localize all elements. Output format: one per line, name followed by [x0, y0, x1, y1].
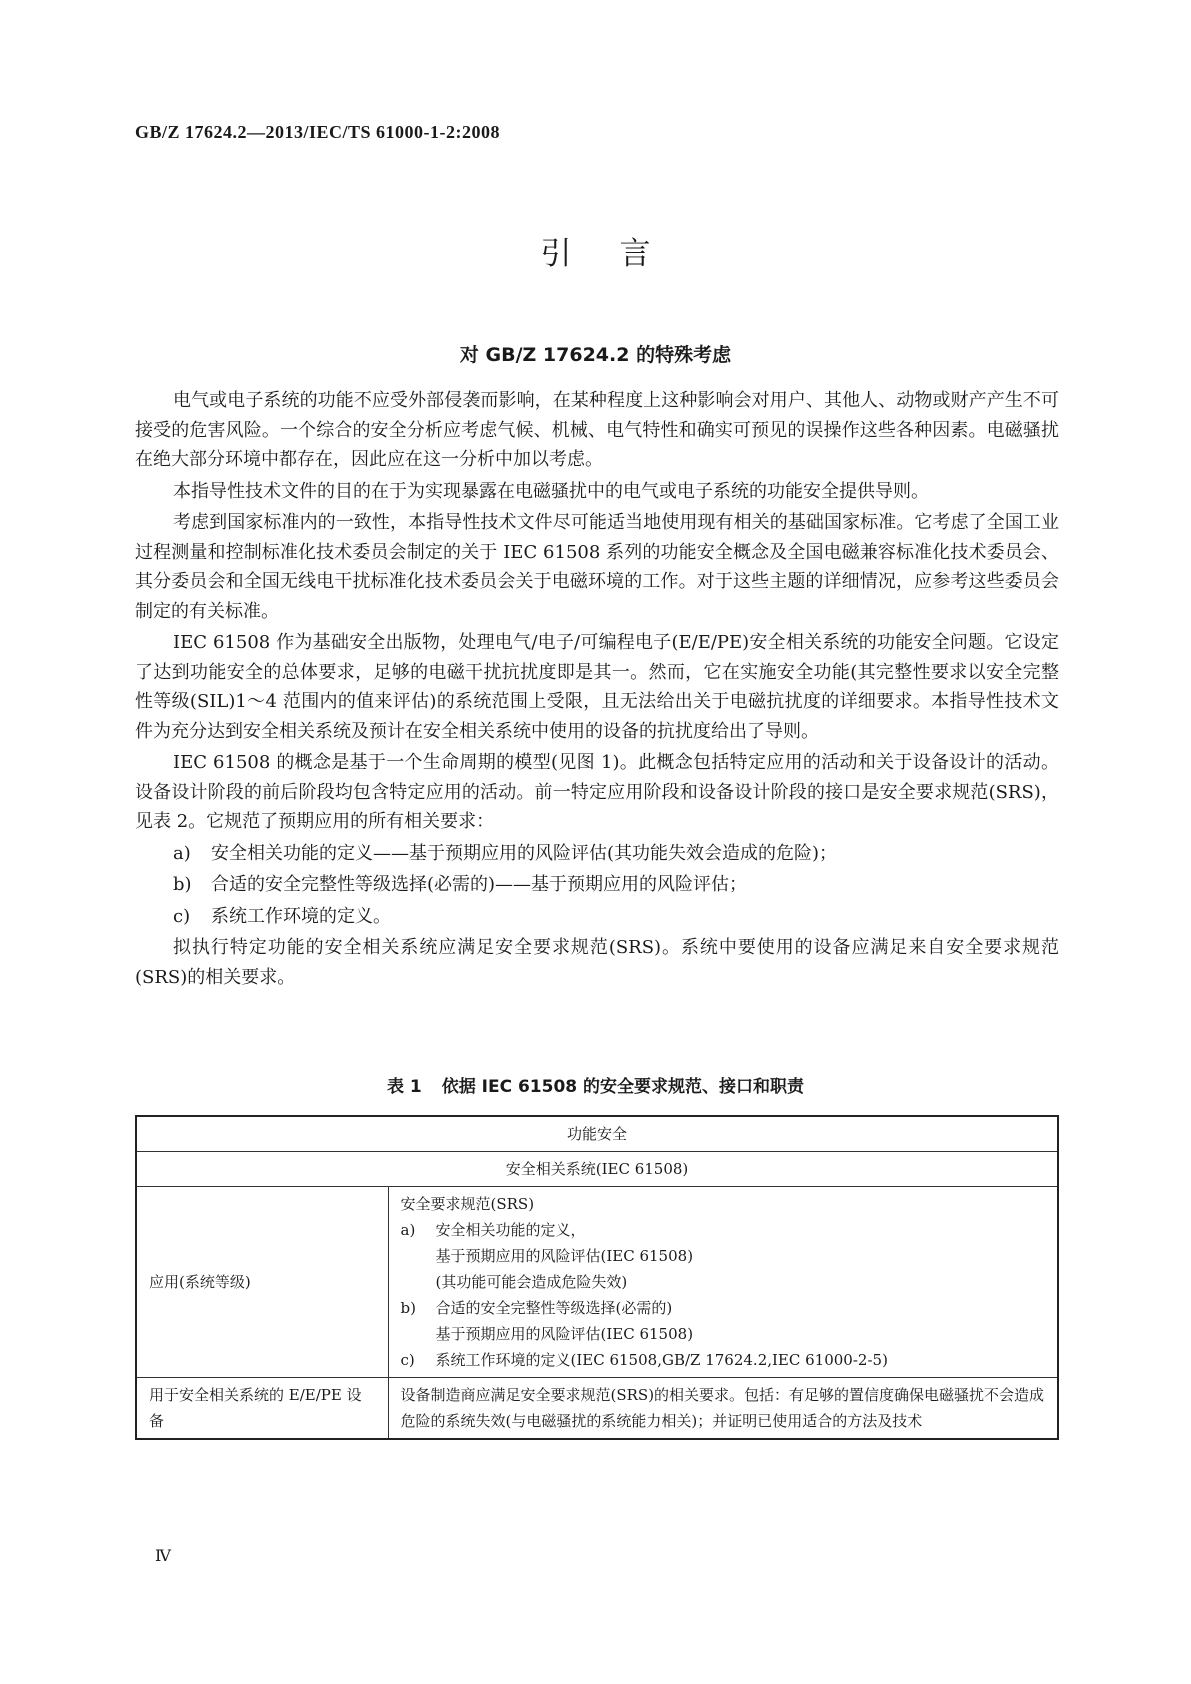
list-marker: b) — [173, 874, 192, 895]
paragraph: 拟执行特定功能的安全相关系统应满足安全要求规范(SRS)。系统中要使用的设备应满足来自安全要求规范(SRS)的相关要求。 — [135, 937, 1059, 988]
paragraph: 本指导性技术文件的目的在于为实现暴露在电磁骚扰中的电气或电子系统的功能安全提供导则。 — [173, 480, 929, 502]
srs-heading: 安全要求规范(SRS) — [400, 1195, 535, 1213]
table-row — [136, 1152, 1058, 1187]
table-row — [136, 1116, 1058, 1152]
srs-text: 安全相关功能的定义， — [435, 1221, 586, 1239]
list-item — [135, 870, 1059, 900]
paragraph: IEC 61508 的概念是基于一个生命周期的模型(见图 1)。此概念包括特定应用的活动和关于设备设计的活动。设备设计阶段的前后阶段均包含特定应用的活动。前一特定应用阶段和设备设计阶段的接口是安全要求规范(SRS)，见表 2。它规范了预期应用的所有相关要求： — [135, 752, 1059, 832]
list-text: 安全相关功能的定义——基于预期应用的风险评估(其功能失效会造成的危险)； — [211, 842, 838, 864]
paragraph: 电气或电子系统的功能不应受外部侵袭而影响，在某种程度上这种影响会对用户、其他人、动物或财产产生不可接受的危害风险。一个综合的安全分析应考虑气候、机械、电气特性和确实可预见的误操作这些各种因素。电磁骚扰在绝大部分环境中都存在，因此应在这一分析中加以考虑。 — [135, 390, 1059, 470]
section-subtitle: 对 GB/Z 17624.2 的特殊考虑 — [459, 344, 732, 366]
list-text: 系统工作环境的定义。 — [211, 905, 391, 927]
srs-text: 系统工作环境的定义(IEC 61508,GB/Z 17624.2,IEC 61000-2-5) — [435, 1351, 888, 1369]
document-id-header: GB/Z 17624.2—2013/IEC/TS 61000-1-2:2008 — [135, 122, 501, 142]
srs-item-b — [401, 1295, 1046, 1321]
table-cell-srs — [388, 1187, 1058, 1378]
table-cell-equipment-requirements: 设备制造商应满足安全要求规范(SRS)的相关要求。包括：有足够的置信度确保电磁骚扰不会造成危险的系统失效(与电磁骚扰的系统能力相关)；并证明已使用适合的方法及技术 — [388, 1378, 1058, 1440]
section-title: 引言 — [540, 236, 699, 272]
safety-requirements-table — [135, 1115, 1059, 1440]
list-marker: a) — [173, 842, 191, 864]
table-row — [136, 1187, 1058, 1378]
list-text: 合适的安全完整性等级选择(必需的)——基于预期应用的风险评估； — [211, 874, 748, 895]
srs-marker: a) — [400, 1221, 416, 1239]
table-cell-application-label: 应用(系统等级) — [136, 1187, 388, 1378]
srs-text: 基于预期应用的风险评估(IEC 61508) — [435, 1325, 694, 1343]
srs-text: 基于预期应用的风险评估(IEC 61508) — [435, 1247, 694, 1265]
srs-item-c — [401, 1347, 1046, 1373]
srs-marker: b) — [400, 1299, 416, 1317]
table-caption-number: 表 1 — [386, 1077, 422, 1097]
srs-marker: c) — [400, 1351, 415, 1369]
paragraph: 考虑到国家标准内的一致性，本指导性技术文件尽可能适当地使用现有相关的基础国家标准。它考虑了全国工业过程测量和控制标准化技术委员会制定的关于 IEC 61508 系列的功能安全概念及全国电磁兼容标准化技术委员会、其分委员会和全国无线电干扰标准化技术委员会关于电磁环境的工作。对于这些主题的详细情况，应参考这些委员会制定的有关标准。 — [135, 512, 1059, 622]
table-cell-functional-safety: 功能安全 — [136, 1116, 1058, 1152]
list-marker: c) — [173, 905, 191, 927]
paragraph: IEC 61508 作为基础安全出版物，处理电气/电子/可编程电子(E/E/PE)安全相关系统的功能安全问题。它设定了达到功能安全的总体要求，足够的电磁干扰抗扰度即是其一。然而，它在实施安全功能(其完整性要求以安全完整性等级(SIL)1～4 范围内的值来评估)的系统范围上受限，且无法给出关于电磁抗扰度的详细要求。本指导性技术文件为充分达到安全相关系统及预计在安全相关系统中使用的设备的抗扰度给出了导则。 — [135, 632, 1059, 742]
list-item — [135, 902, 1059, 932]
srs-item-a — [401, 1217, 1046, 1243]
table-row — [136, 1378, 1058, 1440]
body-text — [135, 386, 1059, 994]
page-number: Ⅳ — [155, 1546, 171, 1565]
table-cell-equipment-label: 用于安全相关系统的 E/E/PE 设备 — [136, 1378, 388, 1440]
table-caption — [0, 1072, 1191, 1097]
srs-text: 合适的安全完整性等级选择(必需的) — [435, 1299, 673, 1317]
table-cell-safety-system: 安全相关系统(IEC 61508) — [136, 1152, 1058, 1187]
srs-text: (其功能可能会造成危险失效) — [435, 1273, 628, 1291]
table-caption-text: 依据 IEC 61508 的安全要求规范、接口和职责 — [441, 1077, 805, 1097]
list-item — [135, 839, 1059, 869]
